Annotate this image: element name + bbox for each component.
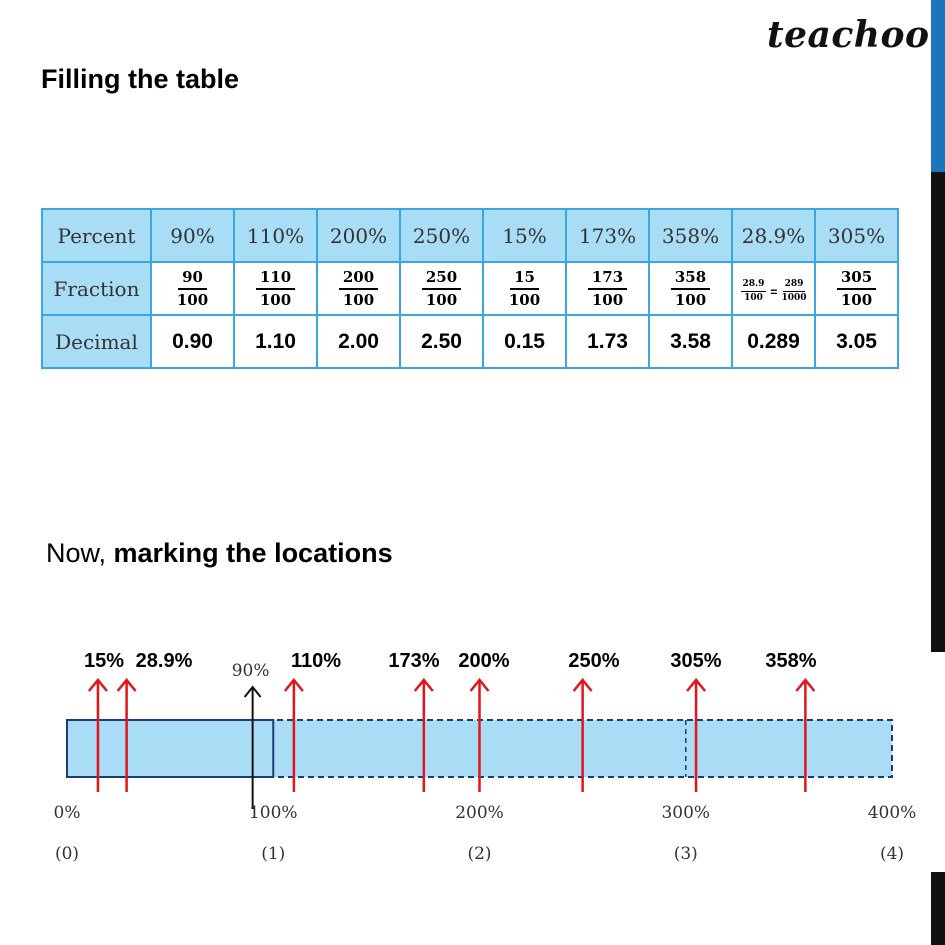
marker-label: 200% bbox=[458, 650, 510, 672]
tick-whole-label: (2) bbox=[467, 844, 492, 864]
fraction-cell bbox=[317, 262, 400, 315]
tick-percent-label: 200% bbox=[455, 803, 504, 823]
decimal-cell: 1.73 bbox=[566, 315, 649, 368]
fraction-denominator: 100 bbox=[508, 290, 541, 309]
fraction-numerator: 90 bbox=[178, 269, 207, 290]
fraction-denominator: 100 bbox=[342, 290, 375, 309]
decimal-cell: 3.05 bbox=[815, 315, 898, 368]
fraction-numerator: 358 bbox=[671, 269, 710, 290]
percent-table bbox=[41, 208, 899, 369]
tick-percent-label: 0% bbox=[53, 803, 81, 823]
tick-percent-label: 100% bbox=[248, 803, 298, 823]
tick-percent-label: 300% bbox=[661, 803, 711, 823]
percent-cell: 250% bbox=[400, 209, 483, 262]
fraction-numerator: 250 bbox=[422, 269, 461, 290]
fraction-cell bbox=[649, 262, 732, 315]
row-header-fraction: Fraction bbox=[42, 262, 151, 315]
marker-label: 110% bbox=[290, 650, 342, 672]
fraction-numerator: 15 bbox=[510, 269, 539, 290]
fraction-cell bbox=[815, 262, 898, 315]
percent-cell: 28.9% bbox=[732, 209, 815, 262]
fraction-cell bbox=[566, 262, 649, 315]
fraction-cell bbox=[732, 262, 815, 315]
fraction-cell bbox=[234, 262, 317, 315]
fraction-cell bbox=[151, 262, 234, 315]
percent-cell: 15% bbox=[483, 209, 566, 262]
side-accent-bar bbox=[931, 0, 945, 172]
decimal-cell: 0.289 bbox=[732, 315, 815, 368]
row-header-decimal: Decimal bbox=[42, 315, 151, 368]
fraction-numerator: 200 bbox=[339, 269, 378, 290]
decimal-cell: 0.15 bbox=[483, 315, 566, 368]
fraction-denominator: 1000 bbox=[781, 293, 807, 303]
side-dark-bar bbox=[931, 172, 945, 652]
marker-label: 28.9% bbox=[135, 650, 193, 672]
fraction-denominator: 100 bbox=[744, 293, 763, 303]
fraction-denominator: 100 bbox=[840, 290, 873, 309]
equals-sign: = bbox=[770, 284, 778, 299]
fraction-numerator: 110 bbox=[256, 269, 295, 290]
percent-cell: 110% bbox=[234, 209, 317, 262]
decimal-cell: 2.50 bbox=[400, 315, 483, 368]
marker-label: 358% bbox=[765, 650, 817, 672]
tick-whole-label: (0) bbox=[54, 844, 80, 864]
marker-label: 15% bbox=[83, 650, 125, 672]
fraction-denominator: 100 bbox=[425, 290, 458, 309]
percent-cell: 200% bbox=[317, 209, 400, 262]
row-header-percent: Percent bbox=[42, 209, 151, 262]
marker-label: 305% bbox=[670, 650, 722, 672]
tick-whole-label: (4) bbox=[879, 844, 905, 864]
subtitle-prefix: Now, bbox=[46, 538, 114, 568]
marker-label: 250% bbox=[568, 650, 620, 672]
decimal-cell: 1.10 bbox=[234, 315, 317, 368]
percent-cell: 358% bbox=[649, 209, 732, 262]
fraction-cell bbox=[483, 262, 566, 315]
fraction-numerator: 289 bbox=[783, 279, 806, 292]
fraction-row bbox=[42, 262, 898, 315]
tick-whole-label: (3) bbox=[673, 844, 698, 864]
marker-label: 173% bbox=[388, 650, 440, 672]
number-line bbox=[0, 600, 930, 880]
fraction-denominator: 100 bbox=[259, 290, 292, 309]
fraction-equation bbox=[741, 279, 807, 304]
decimal-cell: 2.00 bbox=[317, 315, 400, 368]
fraction-numerator: 173 bbox=[588, 269, 627, 290]
section-subtitle bbox=[46, 538, 393, 569]
tick-percent-label: 400% bbox=[867, 803, 917, 823]
percent-cell: 173% bbox=[566, 209, 649, 262]
fraction-denominator: 100 bbox=[176, 290, 209, 309]
fraction-numerator: 305 bbox=[837, 269, 876, 290]
decimal-cell: 3.58 bbox=[649, 315, 732, 368]
decimal-row bbox=[42, 315, 898, 368]
percent-cell: 305% bbox=[815, 209, 898, 262]
decimal-cell: 0.90 bbox=[151, 315, 234, 368]
fraction-denominator: 100 bbox=[591, 290, 624, 309]
subtitle-bold: marking the locations bbox=[113, 538, 393, 568]
page-title: Filling the table bbox=[41, 64, 240, 94]
marker-90-label: 90% bbox=[231, 661, 270, 681]
tick-whole-label: (1) bbox=[261, 844, 286, 864]
fraction-denominator: 100 bbox=[674, 290, 707, 309]
percent-row bbox=[42, 209, 898, 262]
side-dark-bar-bottom bbox=[931, 872, 945, 945]
fraction-cell bbox=[400, 262, 483, 315]
fraction-numerator: 28.9 bbox=[741, 279, 767, 292]
percent-cell: 90% bbox=[151, 209, 234, 262]
teachoo-logo: teachoo bbox=[767, 14, 930, 56]
